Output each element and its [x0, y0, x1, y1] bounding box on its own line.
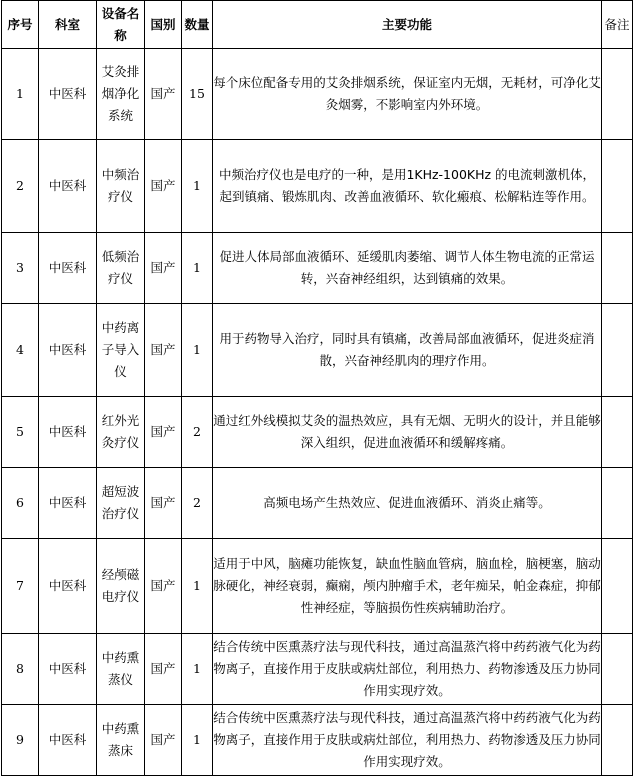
row-seq: 8	[2, 634, 39, 705]
row-function: 中频治疗仪也是电疗的一种，是用1KHz-100KHz 的电流刺激机体，起到镇痛、锻炼肌肉、改善血液循环、软化瘢痕、松解粘连等作用。	[213, 140, 602, 233]
row-origin: 国产	[145, 233, 182, 304]
header-function: 主要功能	[213, 1, 602, 49]
row-qty: 1	[182, 304, 213, 397]
row-note	[602, 705, 633, 776]
header-note: 备注	[602, 1, 633, 49]
row-origin: 国产	[145, 705, 182, 776]
row-origin: 国产	[145, 140, 182, 233]
table-row	[2, 233, 633, 304]
row-dept: 中医科	[39, 140, 97, 233]
row-qty: 1	[182, 233, 213, 304]
row-name: 中药离子导入仪	[97, 304, 145, 397]
row-seq: 4	[2, 304, 39, 397]
row-name: 经颅磁电疗仪	[97, 539, 145, 634]
row-qty: 1	[182, 705, 213, 776]
row-name: 中频治疗仪	[97, 140, 145, 233]
row-note	[602, 468, 633, 539]
row-name: 超短波治疗仪	[97, 468, 145, 539]
row-seq: 2	[2, 140, 39, 233]
row-origin: 国产	[145, 634, 182, 705]
table-row	[2, 468, 633, 539]
row-note	[602, 233, 633, 304]
header-row	[2, 1, 633, 49]
row-name: 红外光灸疗仪	[97, 397, 145, 468]
row-function: 通过红外线模拟艾灸的温热效应，具有无烟、无明火的设计，并且能够深入组织，促进血液循环和缓解疼痛。	[213, 397, 602, 468]
row-dept: 中医科	[39, 49, 97, 140]
table-row	[2, 304, 633, 397]
row-name: 中药熏蒸仪	[97, 634, 145, 705]
row-note	[602, 539, 633, 634]
row-function: 高频电场产生热效应、促进血液循环、消炎止痛等。	[213, 468, 602, 539]
row-function: 用于药物导入治疗，同时具有镇痛，改善局部血液循环，促进炎症消散，兴奋神经肌肉的理疗作用。	[213, 304, 602, 397]
row-qty: 1	[182, 634, 213, 705]
row-name: 低频治疗仪	[97, 233, 145, 304]
row-qty: 1	[182, 539, 213, 634]
row-seq: 7	[2, 539, 39, 634]
row-note	[602, 634, 633, 705]
row-origin: 国产	[145, 539, 182, 634]
row-function: 结合传统中医熏蒸疗法与现代科技，通过高温蒸汽将中药药液气化为药物离子，直接作用于皮肤或病灶部位，利用热力、药物渗透及压力协同作用实现疗效。	[213, 705, 602, 776]
row-function: 结合传统中医熏蒸疗法与现代科技，通过高温蒸汽将中药药液气化为药物离子，直接作用于皮肤或病灶部位，利用热力、药物渗透及压力协同作用实现疗效。	[213, 634, 602, 705]
equipment-table	[1, 0, 633, 776]
row-origin: 国产	[145, 304, 182, 397]
row-origin: 国产	[145, 49, 182, 140]
table-row	[2, 705, 633, 776]
header-origin: 国别	[145, 1, 182, 49]
row-dept: 中医科	[39, 233, 97, 304]
header-qty: 数量	[182, 1, 213, 49]
header-dept: 科室	[39, 1, 97, 49]
row-note	[602, 397, 633, 468]
row-qty: 2	[182, 468, 213, 539]
row-qty: 2	[182, 397, 213, 468]
header-seq: 序号	[2, 1, 39, 49]
row-dept: 中医科	[39, 304, 97, 397]
row-dept: 中医科	[39, 634, 97, 705]
row-qty: 1	[182, 140, 213, 233]
row-seq: 1	[2, 49, 39, 140]
row-note	[602, 140, 633, 233]
row-seq: 5	[2, 397, 39, 468]
row-seq: 6	[2, 468, 39, 539]
table-row	[2, 539, 633, 634]
row-function: 每个床位配备专用的艾灸排烟系统，保证室内无烟，无耗材，可净化艾灸烟雾，不影响室内外环境。	[213, 49, 602, 140]
table-row	[2, 634, 633, 705]
row-seq: 3	[2, 233, 39, 304]
row-origin: 国产	[145, 397, 182, 468]
row-function: 促进人体局部血液循环、延缓肌肉萎缩、调节人体生物电流的正常运转，兴奋神经组织，达到镇痛的效果。	[213, 233, 602, 304]
row-dept: 中医科	[39, 705, 97, 776]
row-seq: 9	[2, 705, 39, 776]
row-dept: 中医科	[39, 468, 97, 539]
row-qty: 15	[182, 49, 213, 140]
header-name: 设备名称	[97, 1, 145, 49]
table-row	[2, 397, 633, 468]
row-dept: 中医科	[39, 397, 97, 468]
table-row	[2, 49, 633, 140]
row-origin: 国产	[145, 468, 182, 539]
row-note	[602, 304, 633, 397]
row-note	[602, 49, 633, 140]
row-name: 艾灸排烟净化系统	[97, 49, 145, 140]
row-dept: 中医科	[39, 539, 97, 634]
row-name: 中药熏蒸床	[97, 705, 145, 776]
table-row	[2, 140, 633, 233]
row-function: 适用于中风，脑瘫功能恢复，缺血性脑血管病，脑血栓，脑梗塞，脑动脉硬化，神经衰弱，癫痫，颅内肿瘤手术，老年痴呆，帕金森症，抑郁性神经症，等脑损伤性疾病辅助治疗。	[213, 539, 602, 634]
